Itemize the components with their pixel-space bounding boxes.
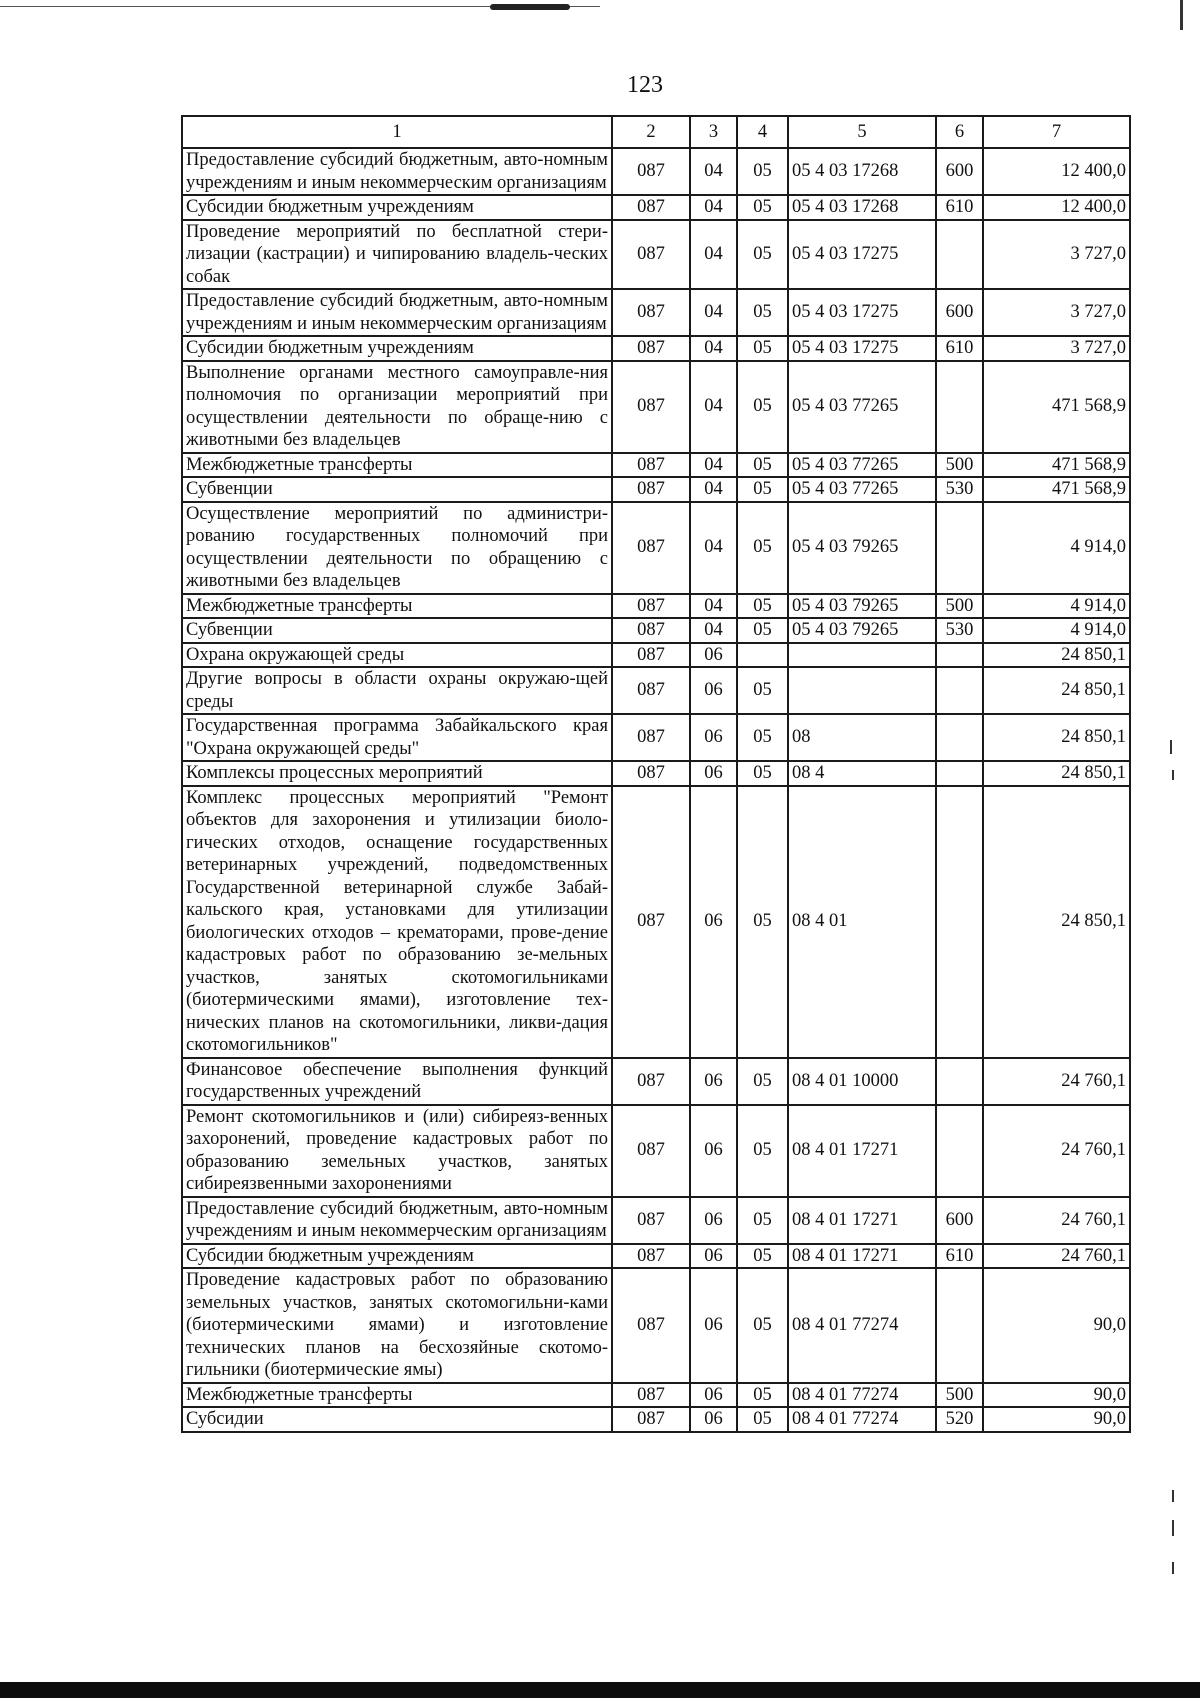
- section-cell: 04: [690, 361, 737, 453]
- item-name-cell: Комплексы процессных мероприятий: [182, 761, 612, 786]
- amount-cell: 90,0: [983, 1407, 1130, 1432]
- table-row: [182, 361, 1130, 453]
- subsection-cell: 05: [737, 1105, 788, 1197]
- target-article-cell: 08 4 01: [788, 786, 936, 1058]
- admin-code-cell: 087: [612, 289, 690, 336]
- table-row: [182, 1105, 1130, 1197]
- target-article-cell: 05 4 03 79265: [788, 594, 936, 619]
- target-article-cell: 05 4 03 17275: [788, 289, 936, 336]
- section-cell: 04: [690, 220, 737, 290]
- section-cell: 06: [690, 1407, 737, 1432]
- expense-type-cell: 600: [936, 148, 983, 195]
- table-row: [182, 1058, 1130, 1105]
- expense-type-cell: 610: [936, 1244, 983, 1269]
- target-article-cell: 05 4 03 77265: [788, 453, 936, 478]
- item-name-cell: Субсидии бюджетным учреждениям: [182, 195, 612, 220]
- admin-code-cell: 087: [612, 361, 690, 453]
- table-row: [182, 477, 1130, 502]
- amount-cell: 24 850,1: [983, 786, 1130, 1058]
- amount-cell: 4 914,0: [983, 618, 1130, 643]
- page-number: 123: [627, 72, 663, 98]
- admin-code-cell: 087: [612, 453, 690, 478]
- scan-mark-top: [490, 4, 570, 10]
- expense-type-cell: [936, 786, 983, 1058]
- item-name-cell: Другие вопросы в области охраны окружаю-щей среды: [182, 667, 612, 714]
- table-row: [182, 220, 1130, 290]
- scan-speck: [1172, 1562, 1174, 1574]
- scan-mark-right: [1180, 0, 1183, 30]
- table-row: [182, 714, 1130, 761]
- admin-code-cell: 087: [612, 1244, 690, 1269]
- amount-cell: 24 760,1: [983, 1197, 1130, 1244]
- admin-code-cell: 087: [612, 643, 690, 668]
- subsection-cell: 05: [737, 667, 788, 714]
- admin-code-cell: 087: [612, 220, 690, 290]
- column-header: 1: [182, 116, 612, 148]
- section-cell: 06: [690, 1244, 737, 1269]
- table-row: [182, 594, 1130, 619]
- expense-type-cell: 520: [936, 1407, 983, 1432]
- item-name-cell: Проведение мероприятий по бесплатной стери-лизации (кастрации) и чипированию владель-ческих собак: [182, 220, 612, 290]
- admin-code-cell: 087: [612, 714, 690, 761]
- admin-code-cell: 087: [612, 1268, 690, 1383]
- admin-code-cell: 087: [612, 336, 690, 361]
- table-row: [182, 1407, 1130, 1432]
- section-cell: 04: [690, 289, 737, 336]
- expense-type-cell: [936, 1268, 983, 1383]
- amount-cell: 24 850,1: [983, 667, 1130, 714]
- subsection-cell: 05: [737, 618, 788, 643]
- target-article-cell: 05 4 03 79265: [788, 502, 936, 594]
- admin-code-cell: 087: [612, 1058, 690, 1105]
- item-name-cell: Ремонт скотомогильников и (или) сибиреяз-венных захоронений, проведение кадастровых работ по образованию земельных участков, занятых сибиреязвенными захоронениями: [182, 1105, 612, 1197]
- section-cell: 06: [690, 1105, 737, 1197]
- subsection-cell: 05: [737, 336, 788, 361]
- amount-cell: 24 760,1: [983, 1058, 1130, 1105]
- target-article-cell: [788, 667, 936, 714]
- admin-code-cell: 087: [612, 148, 690, 195]
- target-article-cell: 05 4 03 79265: [788, 618, 936, 643]
- target-article-cell: 08 4 01 77274: [788, 1407, 936, 1432]
- item-name-cell: Субвенции: [182, 618, 612, 643]
- expense-type-cell: 500: [936, 453, 983, 478]
- section-cell: 04: [690, 618, 737, 643]
- expense-type-cell: [936, 502, 983, 594]
- table-row: [182, 1244, 1130, 1269]
- section-cell: 04: [690, 336, 737, 361]
- subsection-cell: 05: [737, 361, 788, 453]
- column-header: 2: [612, 116, 690, 148]
- column-header: 7: [983, 116, 1130, 148]
- subsection-cell: 05: [737, 220, 788, 290]
- target-article-cell: 08 4 01 17271: [788, 1244, 936, 1269]
- item-name-cell: Выполнение органами местного самоуправле-ния полномочия по организации мероприятий при осуществлении деятельности по обраще-нию с животными без владельцев: [182, 361, 612, 453]
- subsection-cell: 05: [737, 1197, 788, 1244]
- item-name-cell: Предоставление субсидий бюджетным, авто-номным учреждениям и иным некоммерческим организациям: [182, 289, 612, 336]
- item-name-cell: Субсидии бюджетным учреждениям: [182, 336, 612, 361]
- item-name-cell: Межбюджетные трансферты: [182, 453, 612, 478]
- scan-speck: [1170, 740, 1172, 754]
- table-row: [182, 667, 1130, 714]
- item-name-cell: Проведение кадастровых работ по образованию земельных участков, занятых скотомогильни-ками (биотермическими ямами) и изготовление технических планов на бесхозяйные скотомо-гильники (биотермические ямы): [182, 1268, 612, 1383]
- amount-cell: 24 760,1: [983, 1105, 1130, 1197]
- amount-cell: 471 568,9: [983, 453, 1130, 478]
- target-article-cell: 08 4 01 10000: [788, 1058, 936, 1105]
- expense-type-cell: [936, 643, 983, 668]
- table-row: [182, 1268, 1130, 1383]
- section-cell: 06: [690, 1197, 737, 1244]
- admin-code-cell: 087: [612, 477, 690, 502]
- admin-code-cell: 087: [612, 761, 690, 786]
- section-cell: 06: [690, 761, 737, 786]
- column-header: 4: [737, 116, 788, 148]
- target-article-cell: 08: [788, 714, 936, 761]
- amount-cell: 24 850,1: [983, 761, 1130, 786]
- table-row: [182, 761, 1130, 786]
- section-cell: 06: [690, 1058, 737, 1105]
- expense-type-cell: 500: [936, 594, 983, 619]
- target-article-cell: 05 4 03 77265: [788, 477, 936, 502]
- target-article-cell: 05 4 03 17275: [788, 336, 936, 361]
- expense-type-cell: 600: [936, 1197, 983, 1244]
- table-row: [182, 786, 1130, 1058]
- table-row: [182, 336, 1130, 361]
- amount-cell: 12 400,0: [983, 148, 1130, 195]
- amount-cell: 24 850,1: [983, 714, 1130, 761]
- subsection-cell: 05: [737, 453, 788, 478]
- target-article-cell: [788, 643, 936, 668]
- amount-cell: 4 914,0: [983, 594, 1130, 619]
- table-row: [182, 195, 1130, 220]
- amount-cell: 3 727,0: [983, 289, 1130, 336]
- amount-cell: 4 914,0: [983, 502, 1130, 594]
- expense-type-cell: 600: [936, 289, 983, 336]
- admin-code-cell: 087: [612, 618, 690, 643]
- target-article-cell: 08 4 01 77274: [788, 1383, 936, 1408]
- column-header: 3: [690, 116, 737, 148]
- item-name-cell: Охрана окружающей среды: [182, 643, 612, 668]
- amount-cell: 12 400,0: [983, 195, 1130, 220]
- admin-code-cell: 087: [612, 1105, 690, 1197]
- scan-speck: [1172, 770, 1174, 780]
- table-row: [182, 1383, 1130, 1408]
- item-name-cell: Субвенции: [182, 477, 612, 502]
- expense-type-cell: [936, 361, 983, 453]
- subsection-cell: 05: [737, 1058, 788, 1105]
- subsection-cell: 05: [737, 195, 788, 220]
- item-name-cell: Государственная программа Забайкальского края "Охрана окружающей среды": [182, 714, 612, 761]
- section-cell: 04: [690, 453, 737, 478]
- column-header: 6: [936, 116, 983, 148]
- budget-table: [181, 115, 1131, 1433]
- expense-type-cell: [936, 1058, 983, 1105]
- amount-cell: 90,0: [983, 1268, 1130, 1383]
- table-row: [182, 148, 1130, 195]
- section-cell: 04: [690, 594, 737, 619]
- section-cell: 04: [690, 477, 737, 502]
- admin-code-cell: 087: [612, 786, 690, 1058]
- section-cell: 06: [690, 714, 737, 761]
- table-row: [182, 289, 1130, 336]
- subsection-cell: 05: [737, 594, 788, 619]
- admin-code-cell: 087: [612, 195, 690, 220]
- subsection-cell: 05: [737, 1268, 788, 1383]
- section-cell: 04: [690, 148, 737, 195]
- subsection-cell: 05: [737, 786, 788, 1058]
- expense-type-cell: 530: [936, 618, 983, 643]
- subsection-cell: [737, 643, 788, 668]
- amount-cell: 471 568,9: [983, 477, 1130, 502]
- table-row: [182, 453, 1130, 478]
- expense-type-cell: [936, 714, 983, 761]
- table-row: [182, 1197, 1130, 1244]
- target-article-cell: 05 4 03 17275: [788, 220, 936, 290]
- expense-type-cell: [936, 761, 983, 786]
- subsection-cell: 05: [737, 289, 788, 336]
- subsection-cell: 05: [737, 714, 788, 761]
- item-name-cell: Финансовое обеспечение выполнения функций государственных учреждений: [182, 1058, 612, 1105]
- section-cell: 06: [690, 667, 737, 714]
- expense-type-cell: 610: [936, 336, 983, 361]
- scan-speck: [1172, 1520, 1174, 1536]
- subsection-cell: 05: [737, 477, 788, 502]
- amount-cell: 24 760,1: [983, 1244, 1130, 1269]
- subsection-cell: 05: [737, 1383, 788, 1408]
- expense-type-cell: [936, 1105, 983, 1197]
- target-article-cell: 08 4 01 17271: [788, 1197, 936, 1244]
- scan-edge-bottom: [0, 1682, 1200, 1698]
- admin-code-cell: 087: [612, 667, 690, 714]
- amount-cell: 471 568,9: [983, 361, 1130, 453]
- target-article-cell: 05 4 03 17268: [788, 148, 936, 195]
- admin-code-cell: 087: [612, 594, 690, 619]
- section-cell: 04: [690, 195, 737, 220]
- subsection-cell: 05: [737, 761, 788, 786]
- table-row: [182, 502, 1130, 594]
- item-name-cell: Субсидии бюджетным учреждениям: [182, 1244, 612, 1269]
- admin-code-cell: 087: [612, 1407, 690, 1432]
- subsection-cell: 05: [737, 502, 788, 594]
- amount-cell: 3 727,0: [983, 220, 1130, 290]
- item-name-cell: Предоставление субсидий бюджетным, авто-номным учреждениям и иным некоммерческим организациям: [182, 148, 612, 195]
- section-cell: 06: [690, 1268, 737, 1383]
- target-article-cell: 05 4 03 77265: [788, 361, 936, 453]
- item-name-cell: Межбюджетные трансферты: [182, 594, 612, 619]
- table-row: [182, 643, 1130, 668]
- section-cell: 06: [690, 1383, 737, 1408]
- expense-type-cell: [936, 667, 983, 714]
- item-name-cell: Межбюджетные трансферты: [182, 1383, 612, 1408]
- table-row: [182, 618, 1130, 643]
- subsection-cell: 05: [737, 1407, 788, 1432]
- section-cell: 04: [690, 502, 737, 594]
- item-name-cell: Субсидии: [182, 1407, 612, 1432]
- item-name-cell: Предоставление субсидий бюджетным, авто-номным учреждениям и иным некоммерческим организациям: [182, 1197, 612, 1244]
- section-cell: 06: [690, 786, 737, 1058]
- section-cell: 06: [690, 643, 737, 668]
- amount-cell: 90,0: [983, 1383, 1130, 1408]
- expense-type-cell: 610: [936, 195, 983, 220]
- amount-cell: 3 727,0: [983, 336, 1130, 361]
- target-article-cell: 08 4 01 77274: [788, 1268, 936, 1383]
- target-article-cell: 08 4: [788, 761, 936, 786]
- expense-type-cell: [936, 220, 983, 290]
- subsection-cell: 05: [737, 148, 788, 195]
- table-body: [182, 148, 1130, 1432]
- item-name-cell: Осуществление мероприятий по администри-рованию государственных полномочий при осуществлении деятельности по обращению с животными без владельцев: [182, 502, 612, 594]
- item-name-cell: Комплекс процессных мероприятий "Ремонт объектов для захоронения и утилизации биоло-гических отходов, оснащение государственных ветеринарных учреждений, подведомственных Государственной ветеринарной службе Забай-кальского края, установками для утилизации биологических отходов – крематорами, прове-дение кадастровых работ по образованию зе-мельных участков, занятых скотомогильниками (биотермическими ямами), изготовление тех-нических планов на скотомогильники, ликви-дация скотомогильников": [182, 786, 612, 1058]
- expense-type-cell: 530: [936, 477, 983, 502]
- expense-type-cell: 500: [936, 1383, 983, 1408]
- subsection-cell: 05: [737, 1244, 788, 1269]
- admin-code-cell: 087: [612, 502, 690, 594]
- scan-speck: [1172, 1490, 1174, 1502]
- amount-cell: 24 850,1: [983, 643, 1130, 668]
- column-header-row: [182, 116, 1130, 148]
- column-header: 5: [788, 116, 936, 148]
- admin-code-cell: 087: [612, 1383, 690, 1408]
- admin-code-cell: 087: [612, 1197, 690, 1244]
- target-article-cell: 05 4 03 17268: [788, 195, 936, 220]
- target-article-cell: 08 4 01 17271: [788, 1105, 936, 1197]
